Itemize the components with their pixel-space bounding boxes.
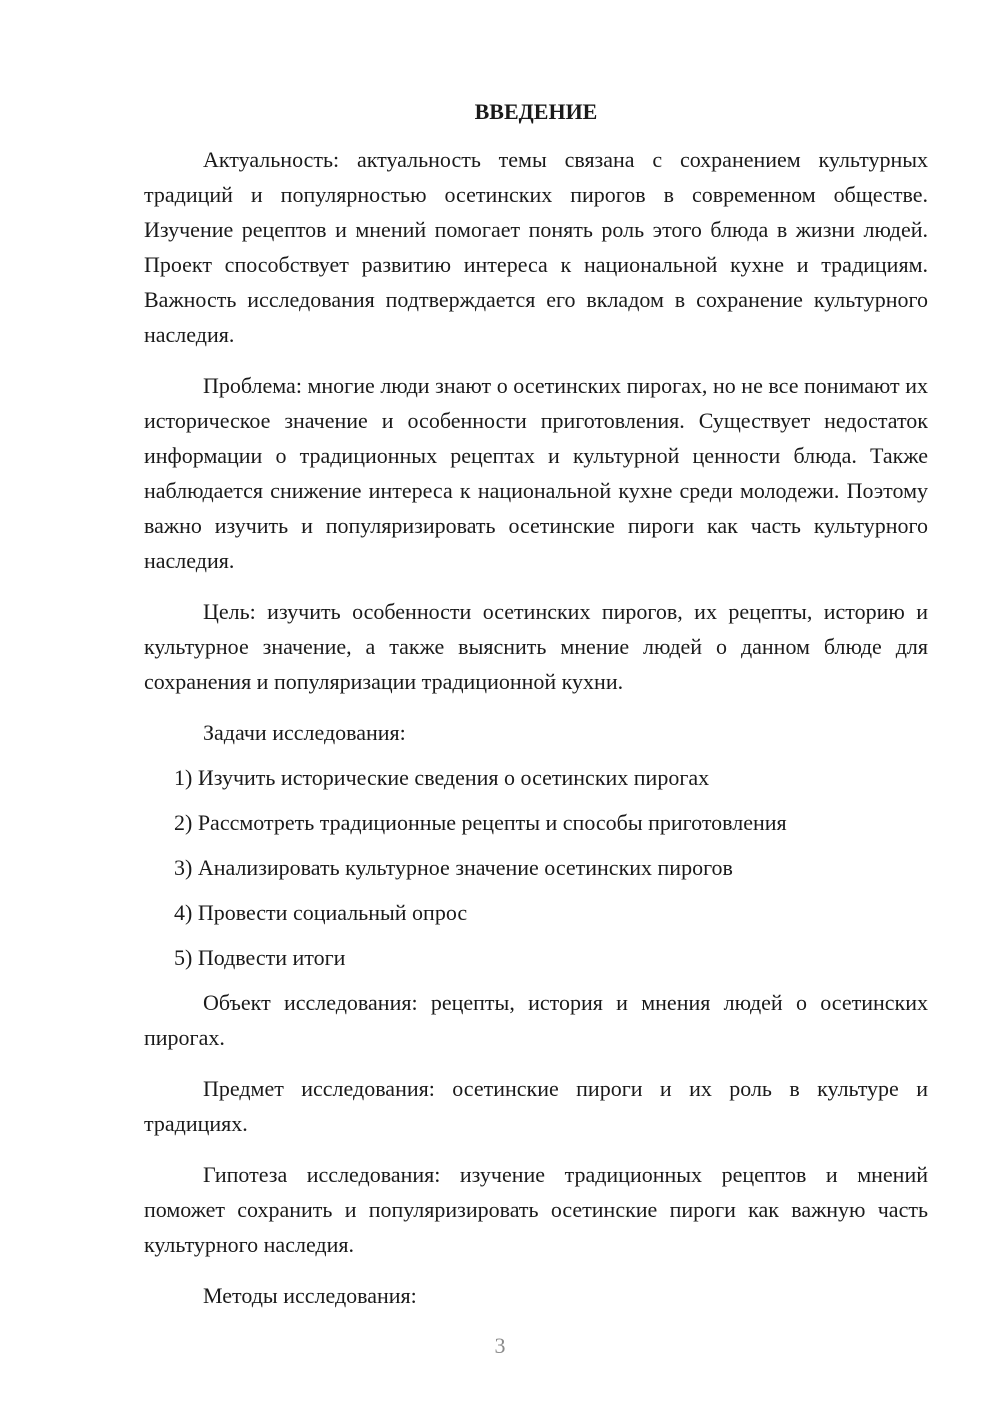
paragraph-goal: Цель: изучить особенности осетинских пирогов, их рецепты, историю и культурное значение, а также выяснить мнение людей о данном блюде для сохранения и популяризации традиционной кухни. [144,599,928,694]
list-item: 1) Изучить исторические сведения о осетинских пирогах [174,765,710,790]
paragraph-methods: Методы исследования: [203,1283,417,1308]
document-page [144,94,928,1313]
task-list [144,760,928,975]
tasks-heading: Задачи исследования: [203,720,406,745]
paragraph-object: Объект исследования: рецепты, история и мнения людей о осетинских пирогах. [144,990,928,1050]
page-number: 3 [494,1333,506,1358]
paragraph-relevance: Актуальность: актуальность темы связана с сохранением культурных традиций и популярностью осетинских пирогов в современном обществе. Изучение рецептов и мнений помогает понять роль этого блюда в жизни людей. Проект способствует развитию интереса к национальной кухне и традициям. Важность исследования подтверждается его вкладом в сохранение культурного наследия. [144,147,928,347]
list-item: 4) Провести социальный опрос [174,900,468,925]
list-item: 3) Анализировать культурное значение осетинских пирогов [174,855,733,880]
paragraph-problem: Проблема: многие люди знают о осетинских пирогах, но не все понимают их историческое значение и особенности приготовления. Существует недостаток информации о традиционных рецептах и культурной ценности блюда. Также наблюдается снижение интереса к национальной кухне среди молодежи. Поэтому важно изучить и популяризировать осетинские пироги как часть культурного наследия. [144,373,928,573]
paragraph-subject: Предмет исследования: осетинские пироги и их роль в культуре и традициях. [144,1076,928,1136]
paragraph-hypothesis: Гипотеза исследования: изучение традиционных рецептов и мнений поможет сохранить и популяризировать осетинские пироги как важную часть культурного наследия. [144,1162,928,1257]
list-item: 5) Подвести итоги [174,945,346,970]
list-item: 2) Рассмотреть традиционные рецепты и способы приготовления [174,810,787,835]
page-title: ВВЕДЕНИЕ [474,99,598,124]
